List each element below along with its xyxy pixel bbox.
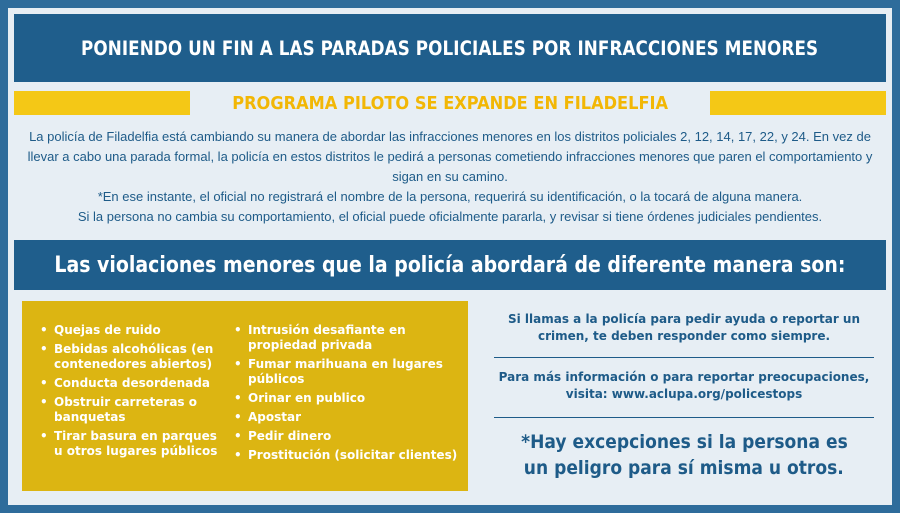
intro-paragraph-1: La policía de Filadelfia está cambiando su manera de abordar las infracciones menores en los distritos policiales 2, 12, 14, 17, 22, y 24. En vez de llevar a cabo una parada formal, la policía en estos distritos le pedirá a personas cometiendo infracciones menores que paren el comportamiento y sigan en su camino. [27, 129, 873, 184]
violations-heading: Las violaciones menores que la policía abordará de diferente manera son: [54, 252, 846, 278]
exceptions-note [486, 429, 882, 481]
violations-box [22, 301, 468, 491]
title-banner [14, 14, 886, 82]
intro-paragraph-3: Si la persona no cambia su comportamiento, el oficial puede oficialmente pararla, y revisar si tiene órdenes judiciales pendientes. [77, 209, 823, 224]
violation-item: • Pedir dinero [232, 429, 464, 444]
violations-list-left [38, 323, 228, 463]
violation-item: • Orinar en publico [232, 391, 464, 406]
violation-item: • Bebidas alcohólicas (en contenedores abiertos) [38, 342, 228, 372]
subtitle-banner [190, 91, 710, 115]
divider [494, 357, 874, 358]
divider [494, 417, 874, 418]
violation-item: • Fumar marihuana en lugares públicos [232, 357, 464, 387]
violations-list-right [232, 323, 464, 467]
violation-item: • Tirar basura en parques u otros lugares públicos [38, 429, 228, 459]
info-panel [486, 301, 882, 491]
violation-item: • Intrusión desafiante en propiedad privada [232, 323, 464, 353]
main-title: PONIENDO UN FIN A LAS PARADAS POLICIALES POR INFRACCIONES MENORES [81, 36, 819, 60]
violation-item: • Obstruir carreteras o banquetas [38, 395, 228, 425]
subtitle-text: PROGRAMA PILOTO SE EXPANDE EN FILADELFIA [232, 92, 668, 114]
intro-text [20, 127, 880, 227]
call-police-note: Si llamas a la policía para pedir ayuda o reportar un crimen, te deben responder como siempre. [507, 312, 861, 343]
exceptions-line-1: *Hay excepciones si la persona es [520, 431, 848, 453]
violation-item: • Prostitución (solicitar clientes) [232, 448, 464, 463]
violation-item: • Apostar [232, 410, 464, 425]
more-info-note: Para más información o para reportar preocupaciones, visita: www.aclupa.org/policestops [498, 370, 870, 401]
violation-item: • Conducta desordenada [38, 376, 228, 391]
exceptions-line-2: un peligro para sí misma u otros. [523, 457, 845, 479]
violation-item: • Quejas de ruido [38, 323, 228, 338]
intro-paragraph-2: *En ese instante, el oficial no registrará el nombre de la persona, requerirá su identificación, o la tocará de alguna manera. [97, 189, 803, 204]
violations-heading-band [14, 240, 886, 290]
